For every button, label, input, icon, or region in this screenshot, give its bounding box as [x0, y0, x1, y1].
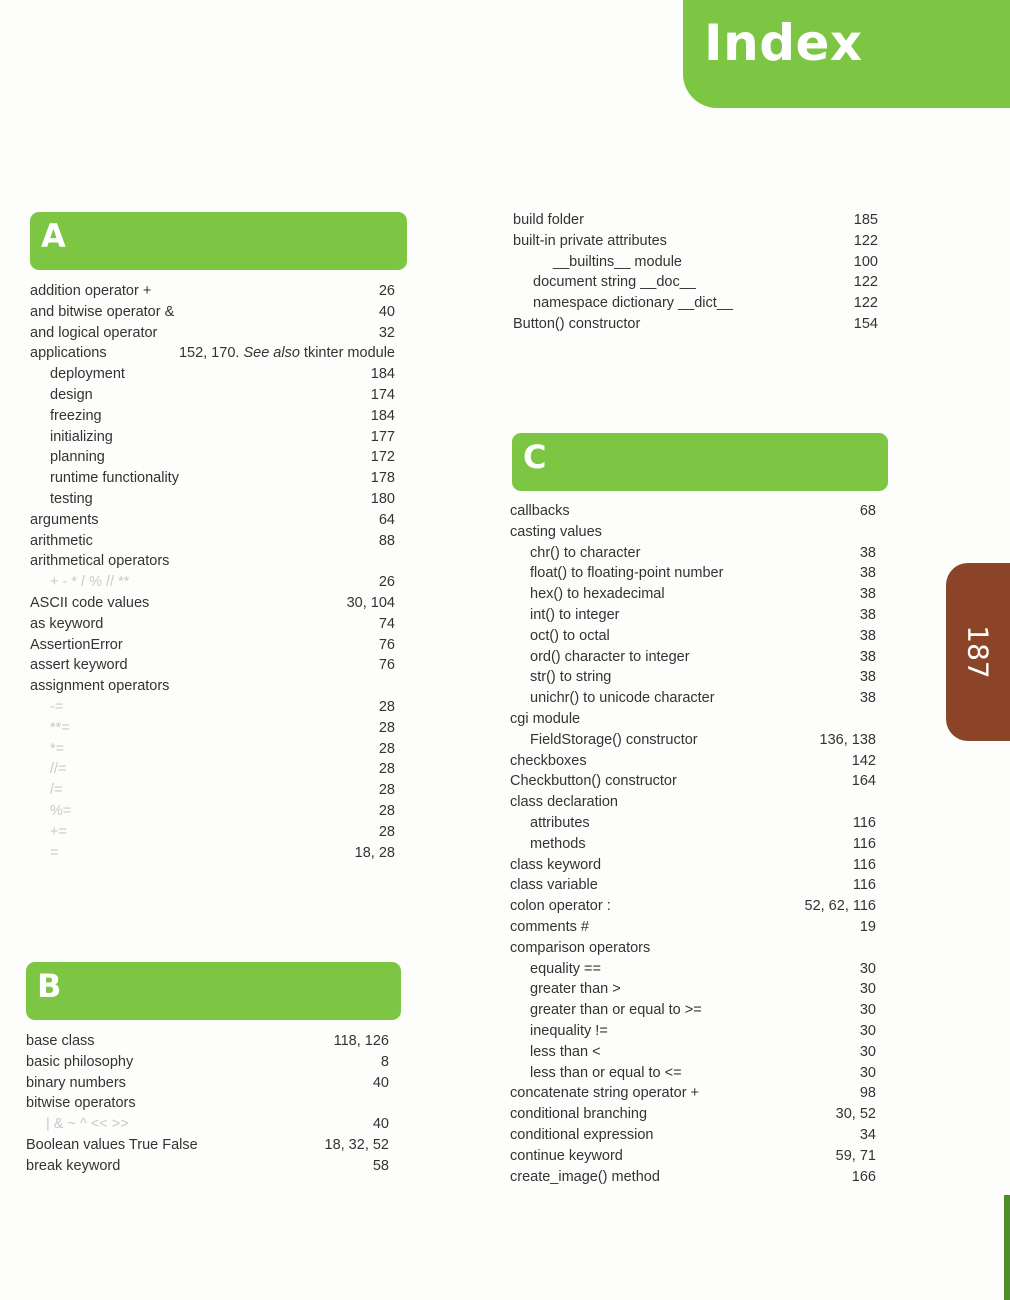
- index-term: **=: [50, 719, 70, 736]
- index-pages: [373, 1114, 389, 1135]
- page-edge-strip: [1004, 1195, 1010, 1300]
- index-pages: [860, 1063, 876, 1084]
- index-entry: [510, 563, 876, 584]
- page-refs: 38: [859, 627, 876, 644]
- index-pages: [860, 1083, 876, 1104]
- index-pages: [853, 813, 876, 834]
- index-term: str() to string: [530, 669, 612, 686]
- index-term: attributes: [530, 814, 590, 831]
- page-refs: 30: [859, 1022, 876, 1039]
- index-entry: [30, 635, 395, 656]
- index-entry: [30, 385, 395, 406]
- index-pages: [379, 739, 395, 760]
- index-pages: [852, 751, 876, 772]
- index-term: FieldStorage() constructor: [530, 731, 698, 748]
- index-entry: [510, 522, 876, 543]
- index-entry: [30, 676, 395, 697]
- index-entry: [510, 1146, 876, 1167]
- index-pages: [373, 1156, 389, 1177]
- index-pages: [371, 447, 395, 468]
- index-term: class variable: [510, 877, 598, 894]
- index-term: class keyword: [510, 856, 602, 873]
- page-refs: 38: [859, 565, 876, 582]
- index-term: callbacks: [510, 503, 570, 519]
- section-letter-b: B: [37, 967, 62, 1005]
- index-entry: [30, 447, 395, 468]
- index-pages: [379, 780, 395, 801]
- index-entry: [30, 780, 395, 801]
- index-pages: [860, 688, 876, 709]
- index-title: Index: [704, 14, 863, 72]
- index-entry: [513, 293, 878, 314]
- index-pages: [860, 1042, 876, 1063]
- index-entry: [30, 759, 395, 780]
- index-entry: [510, 917, 876, 938]
- index-entry: [26, 1031, 389, 1052]
- index-term: cgi module: [510, 710, 581, 727]
- index-term: as keyword: [30, 615, 104, 632]
- index-pages: [836, 1146, 876, 1167]
- index-term: ord() character to integer: [530, 648, 690, 665]
- index-pages: [379, 572, 395, 593]
- index-term: arguments: [30, 511, 99, 528]
- index-pages: [371, 489, 395, 510]
- page-refs: 28: [378, 698, 395, 715]
- index-term: checkboxes: [510, 752, 587, 769]
- section-letter-c: C: [523, 438, 547, 476]
- index-entry: [510, 771, 876, 792]
- page-refs: 18, 28: [354, 844, 395, 861]
- index-pages: [379, 614, 395, 635]
- index-entry: [30, 572, 395, 593]
- index-list-b: [26, 1031, 389, 1177]
- page-refs: 98: [859, 1085, 876, 1102]
- index-pages: [852, 771, 876, 792]
- index-pages: [854, 231, 878, 252]
- index-entry: [510, 979, 876, 1000]
- index-entry: [513, 314, 878, 335]
- index-pages: [179, 343, 395, 364]
- index-term: AssertionError: [30, 636, 123, 653]
- index-pages: [860, 584, 876, 605]
- index-entry: [30, 843, 395, 864]
- page-refs: 8: [380, 1053, 389, 1070]
- index-pages: [860, 959, 876, 980]
- index-entry: [30, 364, 395, 385]
- page-refs: 32: [378, 324, 395, 341]
- index-entry: [510, 855, 876, 876]
- index-pages: [325, 1135, 390, 1156]
- index-entry: [510, 1000, 876, 1021]
- index-pages: [379, 655, 395, 676]
- index-term: planning: [50, 449, 105, 466]
- index-entry: [510, 875, 876, 896]
- index-entry: [510, 896, 876, 917]
- index-term: Checkbutton() constructor: [510, 773, 677, 790]
- page-refs: 28: [378, 740, 395, 757]
- index-term: unichr() to unicode character: [530, 690, 715, 707]
- index-term: less than or equal to <=: [530, 1064, 682, 1081]
- index-pages: [860, 1000, 876, 1021]
- index-entry: [510, 1125, 876, 1146]
- index-term: equality ==: [530, 960, 601, 977]
- page-refs: 88: [378, 532, 395, 549]
- index-entry: [30, 302, 395, 323]
- page-refs: 34: [859, 1126, 876, 1143]
- index-term: less than <: [530, 1043, 601, 1060]
- index-term: /=: [50, 782, 63, 799]
- index-pages: [853, 834, 876, 855]
- index-term: int() to integer: [530, 606, 620, 623]
- index-entry: [510, 1167, 876, 1188]
- index-pages: [371, 364, 395, 385]
- index-term: conditional branching: [510, 1106, 648, 1123]
- index-pages: [371, 468, 395, 489]
- index-pages: [379, 302, 395, 323]
- index-term: deployment: [50, 366, 125, 383]
- index-term: colon operator :: [510, 898, 611, 915]
- index-list-b-continued: [513, 210, 878, 335]
- index-entry: [30, 551, 395, 572]
- page-refs: 116: [852, 814, 876, 831]
- page-refs: 26: [378, 283, 395, 299]
- index-entry: [510, 813, 876, 834]
- page-refs: 122: [853, 274, 878, 291]
- index-term: comparison operators: [510, 939, 651, 956]
- index-term: applications: [30, 345, 107, 362]
- index-term: runtime functionality: [50, 470, 179, 487]
- index-term: assert keyword: [30, 657, 128, 674]
- index-pages: [379, 323, 395, 344]
- index-entry: [510, 1063, 876, 1084]
- page-refs: 28: [378, 761, 395, 778]
- index-term: binary numbers: [26, 1074, 126, 1091]
- index-term: inequality !=: [530, 1022, 608, 1039]
- index-pages: [371, 427, 395, 448]
- index-pages: [860, 543, 876, 564]
- index-term: arithmetical operators: [30, 553, 170, 570]
- page-number: 187: [961, 625, 995, 679]
- index-pages: [854, 293, 878, 314]
- index-pages: [371, 385, 395, 406]
- index-term: oct() to octal: [530, 627, 610, 644]
- index-pages: [854, 252, 878, 273]
- index-entry: [30, 655, 395, 676]
- section-letter-a: A: [41, 217, 66, 255]
- index-entry: [510, 667, 876, 688]
- index-pages: [347, 593, 395, 614]
- index-entry: [30, 323, 395, 344]
- page-refs: 38: [859, 544, 876, 561]
- index-pages: [860, 1125, 876, 1146]
- page-refs: 122: [853, 295, 878, 312]
- index-entry: [510, 1021, 876, 1042]
- index-term: Button() constructor: [513, 315, 641, 332]
- index-entry: [513, 252, 878, 273]
- index-entry: [510, 605, 876, 626]
- index-term: bitwise operators: [26, 1095, 136, 1112]
- index-entry: [26, 1073, 389, 1094]
- page-refs: 28: [378, 823, 395, 840]
- page-refs: 59, 71: [835, 1147, 876, 1164]
- index-entry: [30, 427, 395, 448]
- index-pages: [379, 822, 395, 843]
- index-term: and bitwise operator &: [30, 303, 175, 320]
- index-term: casting values: [510, 523, 602, 540]
- page-refs: 28: [378, 782, 395, 799]
- page-refs: 178: [370, 470, 395, 487]
- index-pages: [853, 875, 876, 896]
- index-term: methods: [530, 835, 586, 852]
- page-refs: 30: [859, 1002, 876, 1019]
- index-pages: [854, 314, 878, 335]
- index-term: float() to floating-point number: [530, 565, 724, 582]
- page-refs: 174: [370, 386, 395, 403]
- index-term: concatenate string operator +: [510, 1085, 700, 1102]
- index-entry: [30, 281, 395, 302]
- index-entry: [510, 688, 876, 709]
- index-term: create_image() method: [510, 1168, 660, 1185]
- see-also-target: tkinter module: [303, 345, 395, 362]
- index-pages: [379, 635, 395, 656]
- index-pages: [860, 563, 876, 584]
- index-pages: [371, 406, 395, 427]
- index-entry: [26, 1114, 389, 1135]
- index-term: -=: [50, 698, 64, 715]
- index-pages: [379, 801, 395, 822]
- index-term: | & ~ ^ << >>: [46, 1116, 129, 1133]
- index-entry: [513, 231, 878, 252]
- index-pages: [373, 1073, 389, 1094]
- page-refs: 40: [372, 1074, 389, 1091]
- page-refs: 40: [378, 303, 395, 320]
- page-refs: 30: [859, 1043, 876, 1060]
- index-list-c: [510, 501, 876, 1187]
- index-term: initializing: [50, 428, 113, 445]
- index-term: conditional expression: [510, 1126, 654, 1143]
- index-entry: [30, 801, 395, 822]
- index-entry: [510, 792, 876, 813]
- page-refs: 122: [853, 232, 878, 249]
- index-entry: [30, 406, 395, 427]
- page-refs: 180: [370, 490, 395, 507]
- index-entry: [26, 1093, 389, 1114]
- page-refs: 38: [859, 690, 876, 707]
- page-refs: 30, 104: [346, 594, 395, 611]
- index-entry: [30, 697, 395, 718]
- page-refs: 28: [378, 719, 395, 736]
- page-refs: 166: [851, 1168, 876, 1185]
- section-header-b: [26, 962, 401, 1020]
- page-refs: 26: [378, 574, 395, 591]
- index-term: build folder: [513, 212, 584, 228]
- index-entry: [510, 959, 876, 980]
- index-list-a: [30, 281, 395, 863]
- index-term: *=: [50, 740, 65, 757]
- page-refs: 142: [851, 752, 876, 769]
- index-term: greater than >: [530, 981, 621, 998]
- index-entry: [30, 593, 395, 614]
- index-term: greater than or equal to >=: [530, 1002, 702, 1019]
- page-refs: 177: [370, 428, 395, 445]
- index-term: class declaration: [510, 794, 618, 811]
- index-pages: [860, 501, 876, 522]
- index-entry: [30, 718, 395, 739]
- index-entry: [30, 822, 395, 843]
- see-also-label: See also: [243, 345, 300, 362]
- index-entry: [510, 584, 876, 605]
- page-refs: 185: [853, 212, 878, 228]
- index-term: //=: [50, 761, 67, 778]
- index-term: ASCII code values: [30, 594, 150, 611]
- index-term: hex() to hexadecimal: [530, 586, 665, 603]
- page-refs: 136, 138: [819, 731, 876, 748]
- index-pages: [379, 531, 395, 552]
- index-pages: [854, 210, 878, 231]
- page-refs: 58: [372, 1157, 389, 1174]
- index-entry: [26, 1156, 389, 1177]
- index-pages: [836, 1104, 876, 1125]
- page-refs: 38: [859, 669, 876, 686]
- page-refs: 30: [859, 981, 876, 998]
- index-entry: [510, 751, 876, 772]
- index-pages: [854, 272, 878, 293]
- section-header-c: [512, 433, 888, 491]
- index-entry: [26, 1052, 389, 1073]
- index-entry: [510, 834, 876, 855]
- index-term: basic philosophy: [26, 1053, 134, 1070]
- page-refs: 76: [378, 657, 395, 674]
- page-refs: 40: [372, 1116, 389, 1133]
- index-pages: [355, 843, 395, 864]
- index-term: and logical operator: [30, 324, 158, 341]
- page-refs: 184: [370, 407, 395, 424]
- index-term: document string __doc__: [533, 274, 696, 291]
- index-term: chr() to character: [530, 544, 641, 561]
- index-pages: [379, 510, 395, 531]
- index-pages: [805, 896, 877, 917]
- index-term: base class: [26, 1033, 95, 1049]
- page-refs: 164: [851, 773, 876, 790]
- index-entry: [30, 468, 395, 489]
- index-pages: [860, 626, 876, 647]
- page-refs: 116: [852, 856, 876, 873]
- page-refs: 30: [859, 1064, 876, 1081]
- page-refs: 116: [852, 877, 876, 894]
- page-refs: 19: [859, 918, 876, 935]
- index-term: built-in private attributes: [513, 232, 667, 249]
- index-pages: [860, 667, 876, 688]
- page-refs: 184: [370, 366, 395, 383]
- index-pages: [379, 697, 395, 718]
- index-pages: [334, 1031, 389, 1052]
- page-refs: 30, 52: [835, 1106, 876, 1123]
- index-pages: [379, 759, 395, 780]
- page-refs: 38: [859, 648, 876, 665]
- index-entry: [510, 543, 876, 564]
- index-entry: [510, 626, 876, 647]
- index-pages: [860, 979, 876, 1000]
- section-header-a: [30, 212, 407, 270]
- page-refs: 52, 62, 116: [804, 898, 876, 915]
- index-entry: [30, 531, 395, 552]
- page-refs: 116: [852, 835, 876, 852]
- page-refs: 172: [370, 449, 395, 466]
- index-entry: [513, 210, 878, 231]
- index-pages: [860, 605, 876, 626]
- index-term: + - * / % // **: [50, 574, 130, 591]
- index-entry: [510, 1104, 876, 1125]
- index-pages: [860, 1021, 876, 1042]
- index-pages: [379, 718, 395, 739]
- index-pages: [860, 917, 876, 938]
- page-refs: 38: [859, 606, 876, 623]
- page-refs: 100: [853, 253, 878, 270]
- index-term: testing: [50, 490, 93, 507]
- index-entry: [30, 739, 395, 760]
- index-term: break keyword: [26, 1157, 121, 1174]
- index-pages: [381, 1052, 389, 1073]
- page-refs: 18, 32, 52: [324, 1136, 389, 1153]
- index-entry: [30, 614, 395, 635]
- index-entry: [510, 1083, 876, 1104]
- index-term: continue keyword: [510, 1147, 623, 1164]
- index-pages: [852, 1167, 876, 1188]
- index-entry: [510, 647, 876, 668]
- index-entry: [510, 1042, 876, 1063]
- index-term: comments #: [510, 918, 589, 935]
- index-term: namespace dictionary __dict__: [533, 295, 733, 312]
- index-term: design: [50, 386, 93, 403]
- index-pages: [820, 730, 876, 751]
- index-term: Boolean values True False: [26, 1136, 198, 1153]
- index-term: __builtins__ module: [553, 253, 682, 270]
- index-entry: [513, 272, 878, 293]
- index-term: +=: [50, 823, 67, 840]
- page-refs: 68: [859, 503, 876, 519]
- index-term: assignment operators: [30, 678, 170, 695]
- page-refs: 118, 126: [333, 1033, 389, 1049]
- page-refs: 76: [378, 636, 395, 653]
- index-entry: [30, 489, 395, 510]
- page-refs: 64: [378, 511, 395, 528]
- page-refs: 28: [378, 802, 395, 819]
- page-refs: 38: [859, 586, 876, 603]
- index-term: =: [50, 844, 59, 861]
- index-term: arithmetic: [30, 532, 93, 549]
- index-term: freezing: [50, 407, 102, 424]
- page-refs: 74: [378, 615, 395, 632]
- page-refs: 154: [853, 315, 878, 332]
- index-term: %=: [50, 802, 72, 819]
- index-entry: [510, 730, 876, 751]
- index-entry: [26, 1135, 389, 1156]
- index-pages: [860, 647, 876, 668]
- page-refs: 30: [859, 960, 876, 977]
- index-entry: [30, 510, 395, 531]
- page-refs: 152, 170.: [178, 345, 240, 362]
- index-pages: [853, 855, 876, 876]
- index-pages: [379, 281, 395, 302]
- index-entry: [510, 501, 876, 522]
- index-term: addition operator +: [30, 283, 152, 299]
- index-entry: [30, 343, 395, 364]
- index-entry: [510, 938, 876, 959]
- index-entry: [510, 709, 876, 730]
